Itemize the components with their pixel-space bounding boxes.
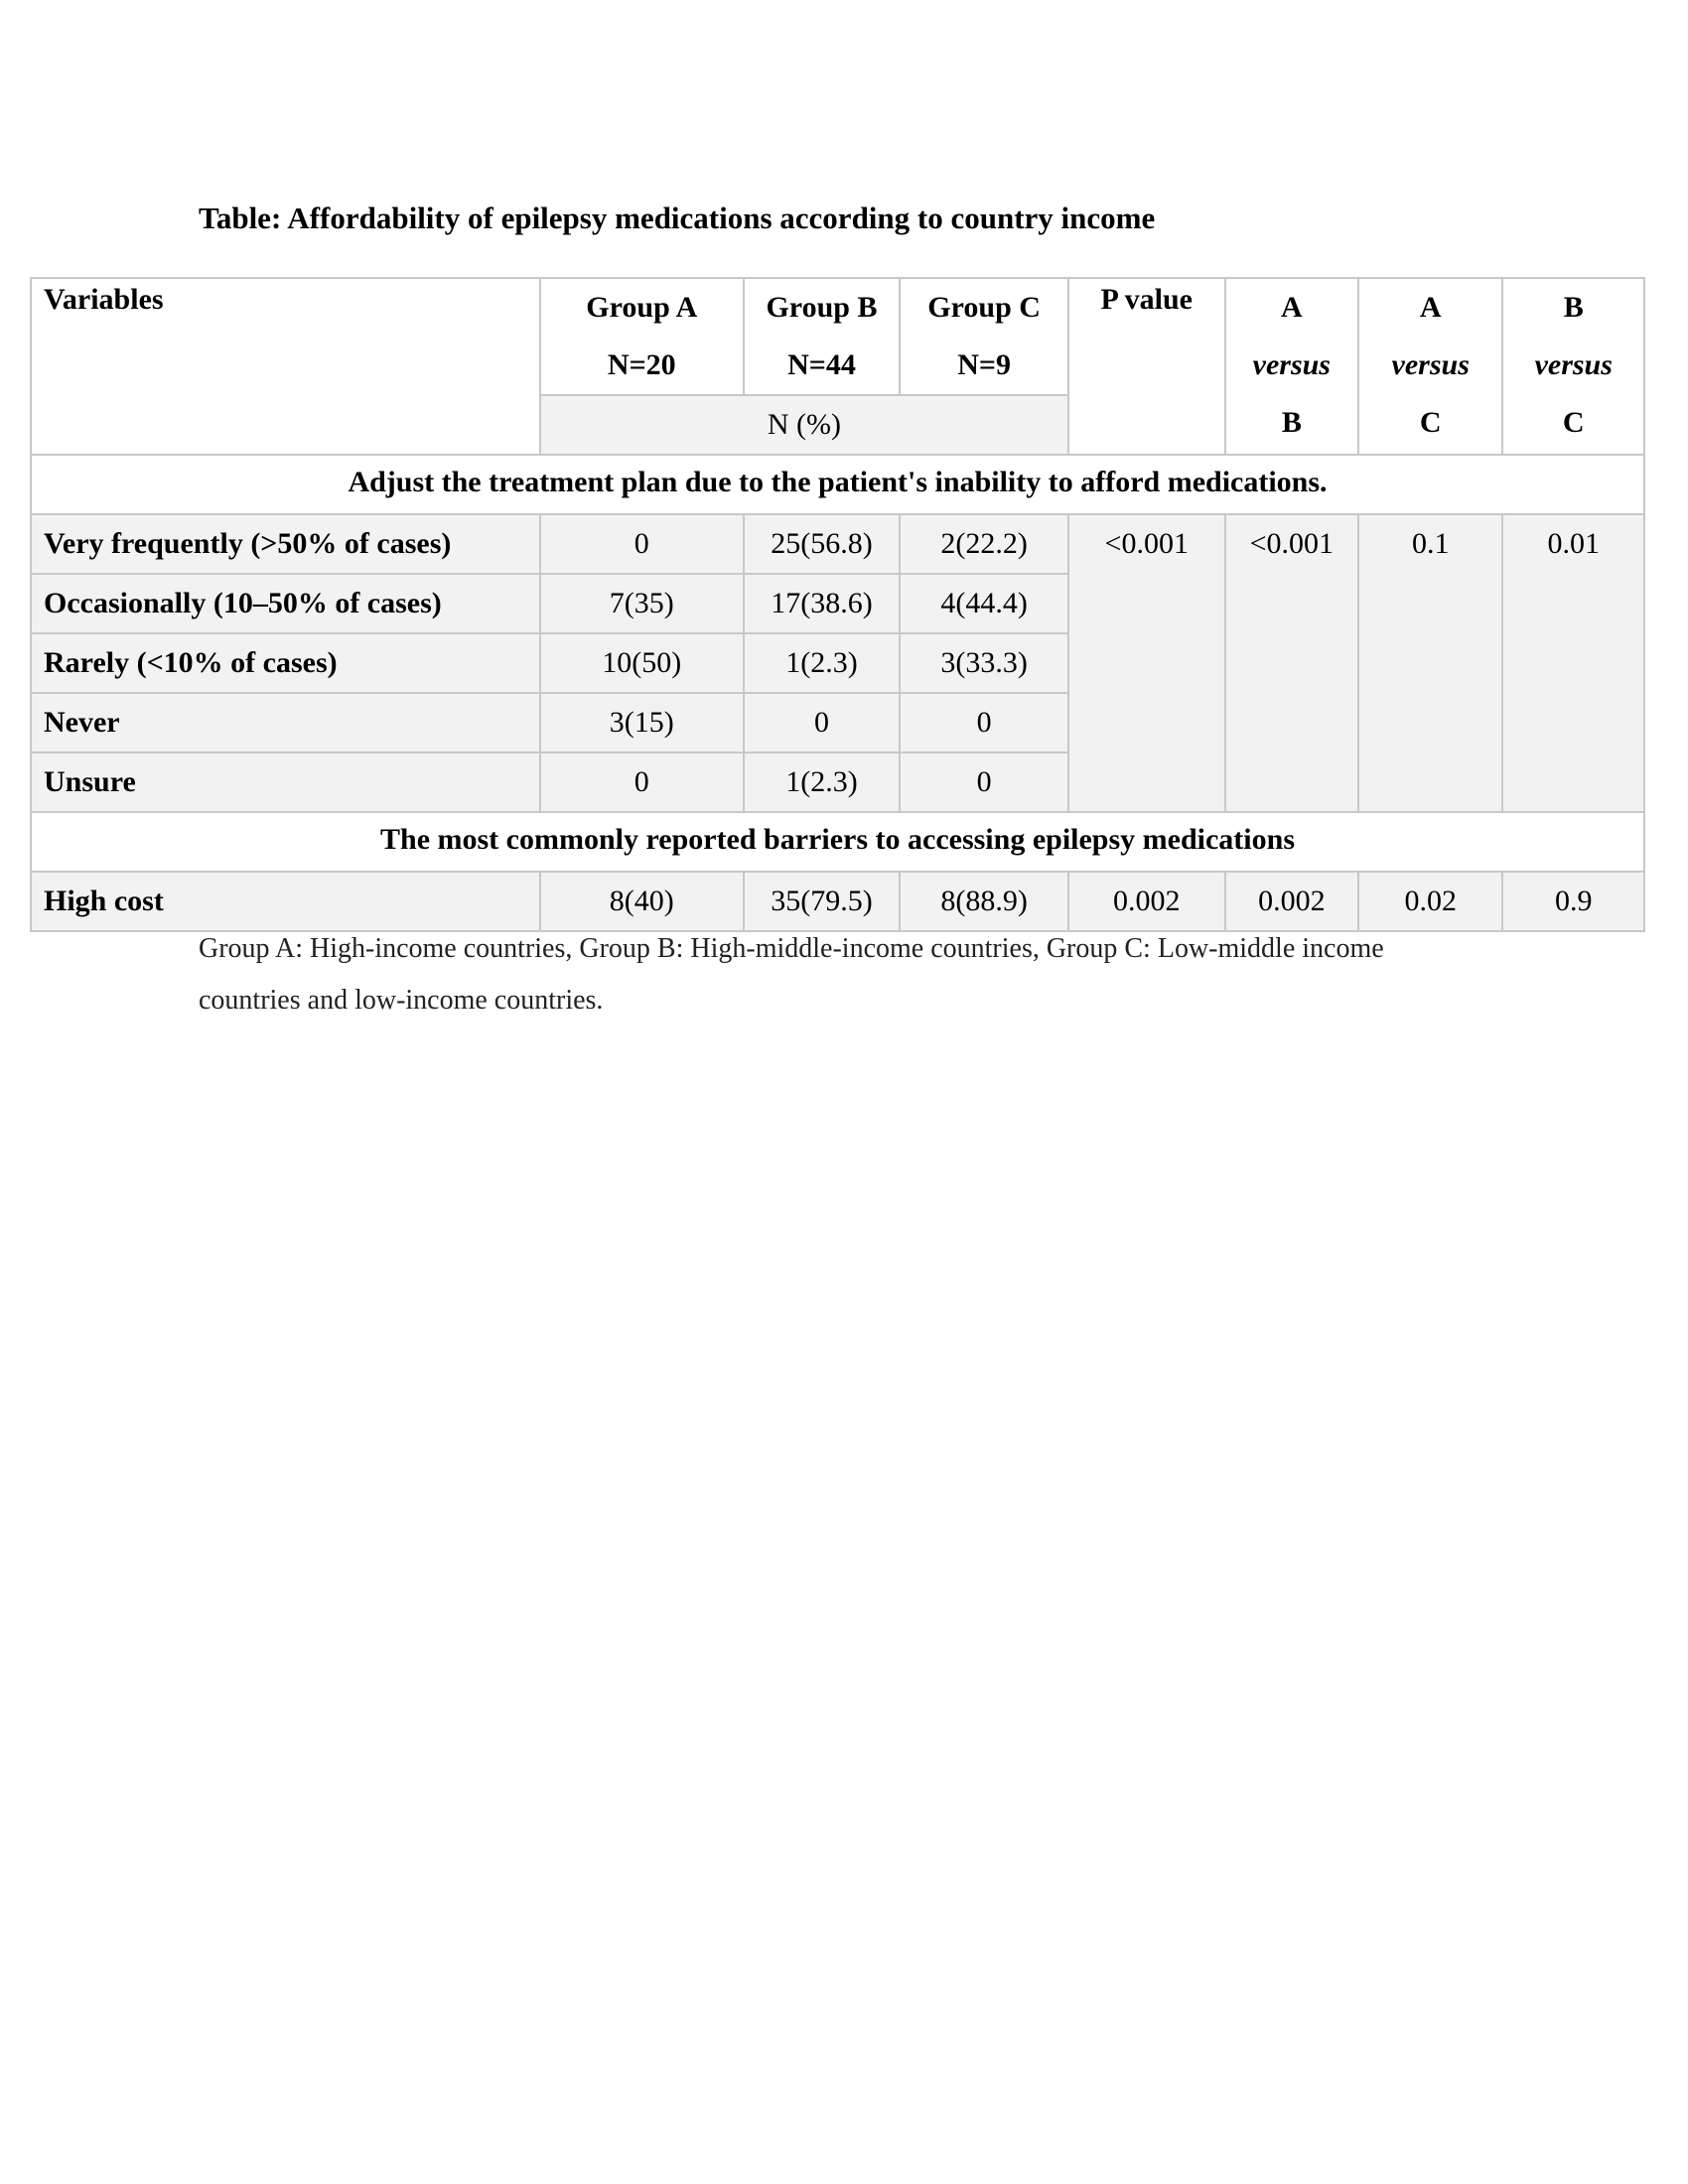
group-b-value: 1(2.3): [744, 752, 901, 812]
a-versus-c-header: A versus C: [1358, 278, 1503, 455]
section1-b-vs-c: 0.01: [1502, 514, 1644, 812]
row-label: Unsure: [31, 752, 540, 812]
section2-heading: The most commonly reported barriers to accessing epilepsy medications: [31, 812, 1644, 872]
p-value: 0.002: [1068, 872, 1225, 931]
table-row: [31, 872, 1644, 931]
affordability-table: [30, 277, 1645, 932]
group-a-value: 0: [540, 752, 743, 812]
table-row: [31, 514, 1644, 574]
row-label: Very frequently (>50% of cases): [31, 514, 540, 574]
b-versus-c-header: B versus C: [1502, 278, 1644, 455]
group-b-value: 0: [744, 693, 901, 752]
section-heading-row: [31, 455, 1644, 514]
table-footnote: Group A: High-income countries, Group B: High-middle-income countries, Group C: Low-middle income countries and low-income countries.: [199, 933, 1384, 1016]
b-vs-c-value: 0.9: [1502, 872, 1644, 931]
group-c-n: N=9: [957, 348, 1011, 381]
group-b-value: 35(79.5): [744, 872, 901, 931]
group-b-header: [744, 278, 901, 395]
row-label: Never: [31, 693, 540, 752]
header-row: [31, 278, 1644, 395]
group-b-value: 1(2.3): [744, 633, 901, 693]
group-a-header: [540, 278, 743, 395]
row-label: Occasionally (10–50% of cases): [31, 574, 540, 633]
group-a-value: 0: [540, 514, 743, 574]
group-b-n: N=44: [787, 348, 856, 381]
section-heading-row: [31, 812, 1644, 872]
n-percent-label: N (%): [540, 395, 1068, 455]
section1-a-vs-c: 0.1: [1358, 514, 1503, 812]
group-a-value: 8(40): [540, 872, 743, 931]
group-b-name: Group B: [766, 291, 878, 324]
group-b-value: 25(56.8): [744, 514, 901, 574]
a-vs-b-value: 0.002: [1225, 872, 1358, 931]
group-c-name: Group C: [927, 291, 1041, 324]
group-a-value: 3(15): [540, 693, 743, 752]
section1-a-vs-b: <0.001: [1225, 514, 1358, 812]
group-c-value: 0: [900, 752, 1067, 812]
group-c-value: 2(22.2): [900, 514, 1067, 574]
group-c-header: [900, 278, 1067, 395]
section1-heading: Adjust the treatment plan due to the patient's inability to afford medications.: [31, 455, 1644, 514]
group-c-value: 8(88.9): [900, 872, 1067, 931]
group-a-n: N=20: [607, 348, 676, 381]
group-c-value: 3(33.3): [900, 633, 1067, 693]
group-a-value: 10(50): [540, 633, 743, 693]
group-c-value: 4(44.4): [900, 574, 1067, 633]
section1-p-value: <0.001: [1068, 514, 1225, 812]
group-a-value: 7(35): [540, 574, 743, 633]
a-vs-c-value: 0.02: [1358, 872, 1503, 931]
p-value-header: P value: [1068, 278, 1225, 455]
a-versus-b-header: A versus B: [1225, 278, 1358, 455]
group-c-value: 0: [900, 693, 1067, 752]
row-label: Rarely (<10% of cases): [31, 633, 540, 693]
table-title: Table: Affordability of epilepsy medications according to country income: [199, 201, 1156, 235]
group-a-name: Group A: [586, 291, 698, 324]
group-b-value: 17(38.6): [744, 574, 901, 633]
variables-header: Variables: [31, 278, 540, 455]
row-label: High cost: [31, 872, 540, 931]
